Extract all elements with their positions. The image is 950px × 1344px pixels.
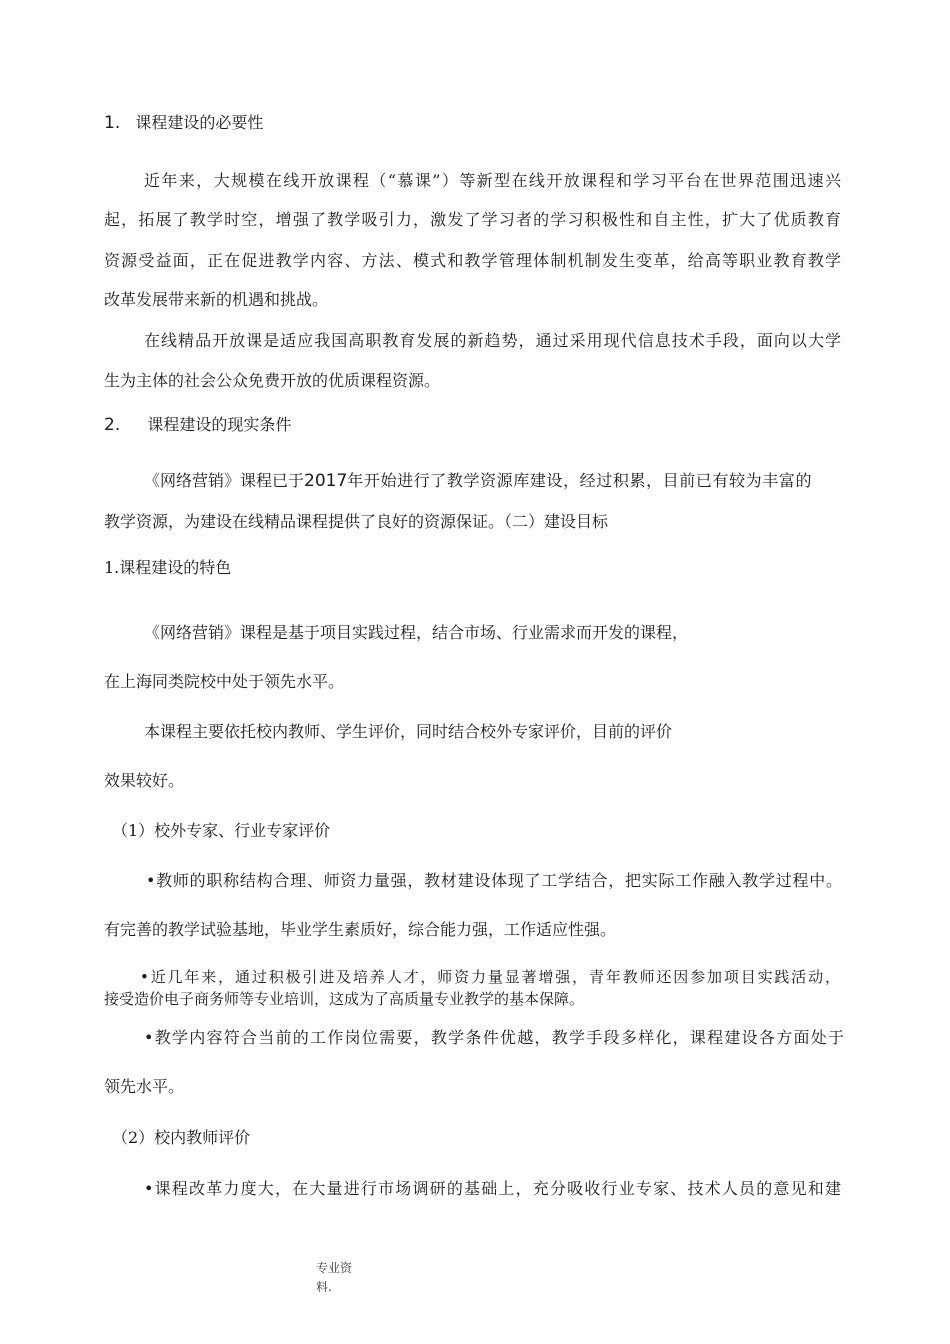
text-segment: 《网络营销》课程已于 [144, 471, 305, 490]
paragraph-line: 改革发展带来新的机遇和挑战。 [104, 290, 329, 309]
bullet-line: 有完善的教学试验基地，毕业学生素质好，综合能力强，工作适应性强。 [104, 920, 617, 939]
paragraph-line: 效果较好。 [104, 771, 185, 790]
paragraph-line: 《网络营销》课程是基于项目实践过程，结合市场、行业需求而开发的课程， [144, 623, 689, 642]
heading-section-1 [104, 113, 263, 133]
paragraph-line: 教学资源，为建设在线精品课程提供了良好的资源保证。（二）建设目标 [104, 512, 609, 531]
bullet-line: 领先水平。 [104, 1077, 185, 1096]
section-number: 1. [104, 113, 121, 133]
bullet-line: •教学内容符合当前的工作岗位需要，教学条件优越，教学手段多样化，课程建设各方面处于 [144, 1028, 844, 1047]
bullet-line: •近几年来，通过积极引进及培养人才，师资力量显著增强，青年教师还因参加项目实践活动， [140, 968, 840, 986]
year-value: 2017 [304, 471, 348, 491]
bullet-line: •课程改革力度大，在大量进行市场调研的基础上，充分吸收行业专家、技术人员的意见和建 [144, 1179, 841, 1198]
paragraph-line: 在上海同类院校中处于领先水平。 [104, 672, 345, 691]
bullet-line: •教师的职称结构合理、师资力量强，教材建设体现了工学结合，把实际工作融入教学过程中。 [146, 871, 842, 890]
bullet-line: 接受造价电子商务师等专业培训，这成为了高质量专业教学的基本保障。 [104, 990, 585, 1008]
paragraph-line: 资源受益面，正在促进教学内容、方法、模式和教学管理体制机制发生变革，给高等职业教育教学 [104, 251, 841, 270]
paragraph-line: 近年来，大规模在线开放课程（“慕课”）等新型在线开放课程和学习平台在世界范围迅速兴 [144, 171, 841, 190]
paragraph-line [144, 471, 812, 491]
heading-section-3: 1.课程建设的特色 [104, 558, 232, 577]
paragraph-line: 本课程主要依托校内教师、学生评价，同时结合校外专家评价，目前的评价 [144, 722, 673, 741]
paragraph-line: 起，拓展了教学时空，增强了教学吸引力，激发了学习者的学习积极性和自主性，扩大了优质教育 [104, 210, 841, 229]
paragraph-line: 在线精品开放课是适应我国高职教育发展的新趋势，通过采用现代信息技术手段，面向以大学 [144, 331, 841, 350]
text-segment: 年开始进行了教学资源库建设，经过积累，目前已有较为丰富的 [347, 471, 813, 490]
section-title: 课程建设的现实条件 [147, 415, 292, 434]
footer-line: 专业资 [316, 1261, 353, 1275]
subheading: （1）校外专家、行业专家评价 [112, 821, 331, 840]
heading-section-2 [104, 415, 291, 435]
paragraph-line: 生为主体的社会公众免费开放的优质课程资源。 [104, 371, 441, 390]
section-title: 课程建设的必要性 [135, 113, 264, 132]
subheading: （2）校内教师评价 [112, 1128, 251, 1147]
footer-line: 料. [316, 1280, 332, 1294]
section-number: 2. [104, 415, 121, 435]
